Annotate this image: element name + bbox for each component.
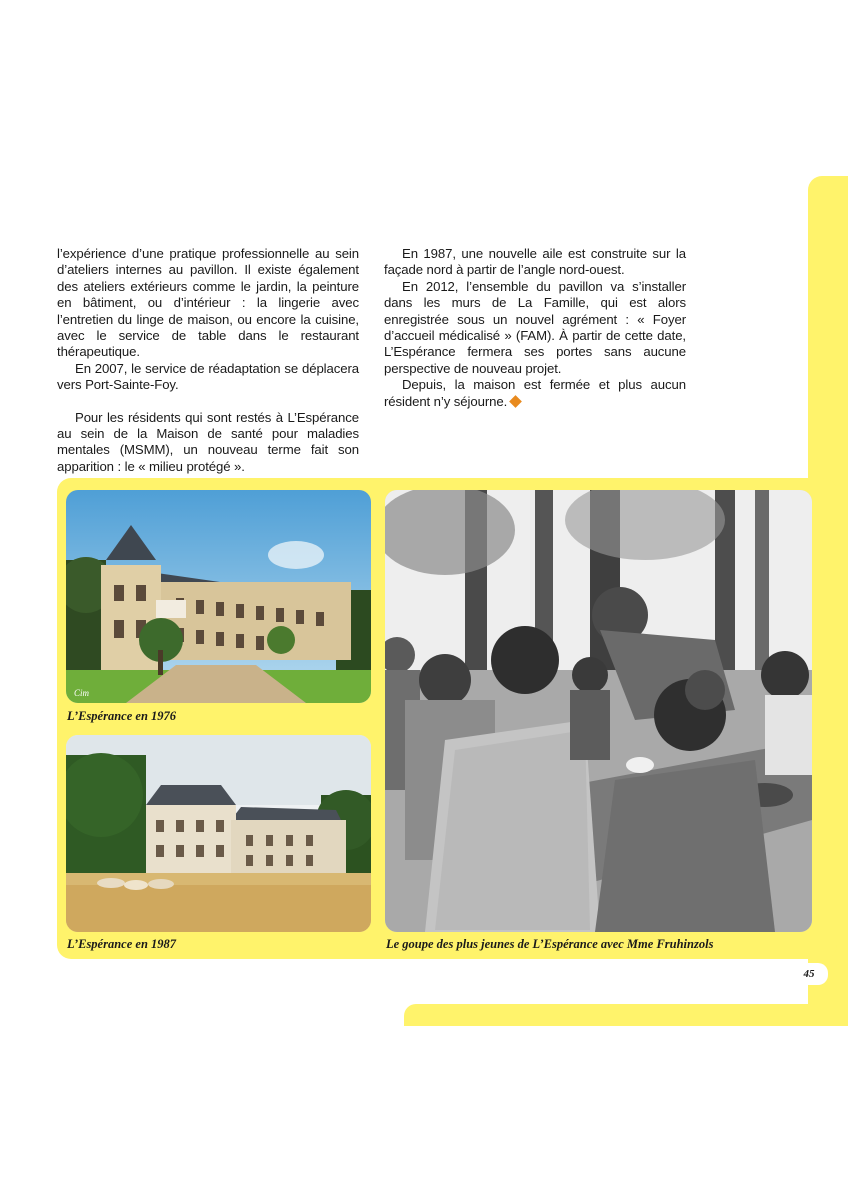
caption-photo-1976: L’Espérance en 1976 [67,709,177,723]
paragraph: l’expérience d’une pratique professionnelle au sein d’ateliers internes au pavillon. Il existe également des ateliers extérieurs comme le jardin, la peinture en bâtiment, ou d’intérieur : la lingerie avec l’entretien du linge de maison, ou encore la cuisine, avec le service de table dans le restaurant thérapeutique. [57,246,359,360]
svg-text:Cim: Cim [74,688,90,698]
photo-children-group [385,490,812,932]
paragraph-text: Depuis, la maison est fermée et plus aucun résident n’y séjourne. [384,377,686,409]
caption-photo-1987: L’Espérance en 1987 [67,937,177,951]
left-text-column [57,246,359,475]
end-mark-icon [509,395,522,408]
right-text-column [384,246,686,410]
paragraph: En 1987, une nouvelle aile est construite sur la façade nord à partir de l’angle nord-ouest. [384,246,686,278]
paragraph: Pour les résidents qui sont restés à L’Espérance au sein de la Maison de santé pour maladies mentales (MSMM), un nouveau terme fait son apparition : le « milieu protégé ». [57,409,359,474]
yellow-bottom-band [404,1004,848,1026]
paragraph-final [384,377,686,410]
photo-esperance-1976 [66,490,371,703]
caption-photo-children: Le goupe des plus jeunes de L’Espérance avec Mme Fruhinzols [386,937,714,951]
page-number: 45 [803,968,815,980]
paragraph: En 2012, l’ensemble du pavillon va s’installer dans les murs de La Famille, qui est alors enregistrée sous un nouvel agrément : « Foyer d’accueil médicalisé » (FAM). À partir de cette date, L’Espérance fermera ses portes sans aucune perspective de nouveau projet. [384,278,686,376]
photo-esperance-1987 [66,735,371,932]
paragraph: En 2007, le service de réadaptation se déplacera vers Port-Sainte-Foy. [57,360,359,393]
